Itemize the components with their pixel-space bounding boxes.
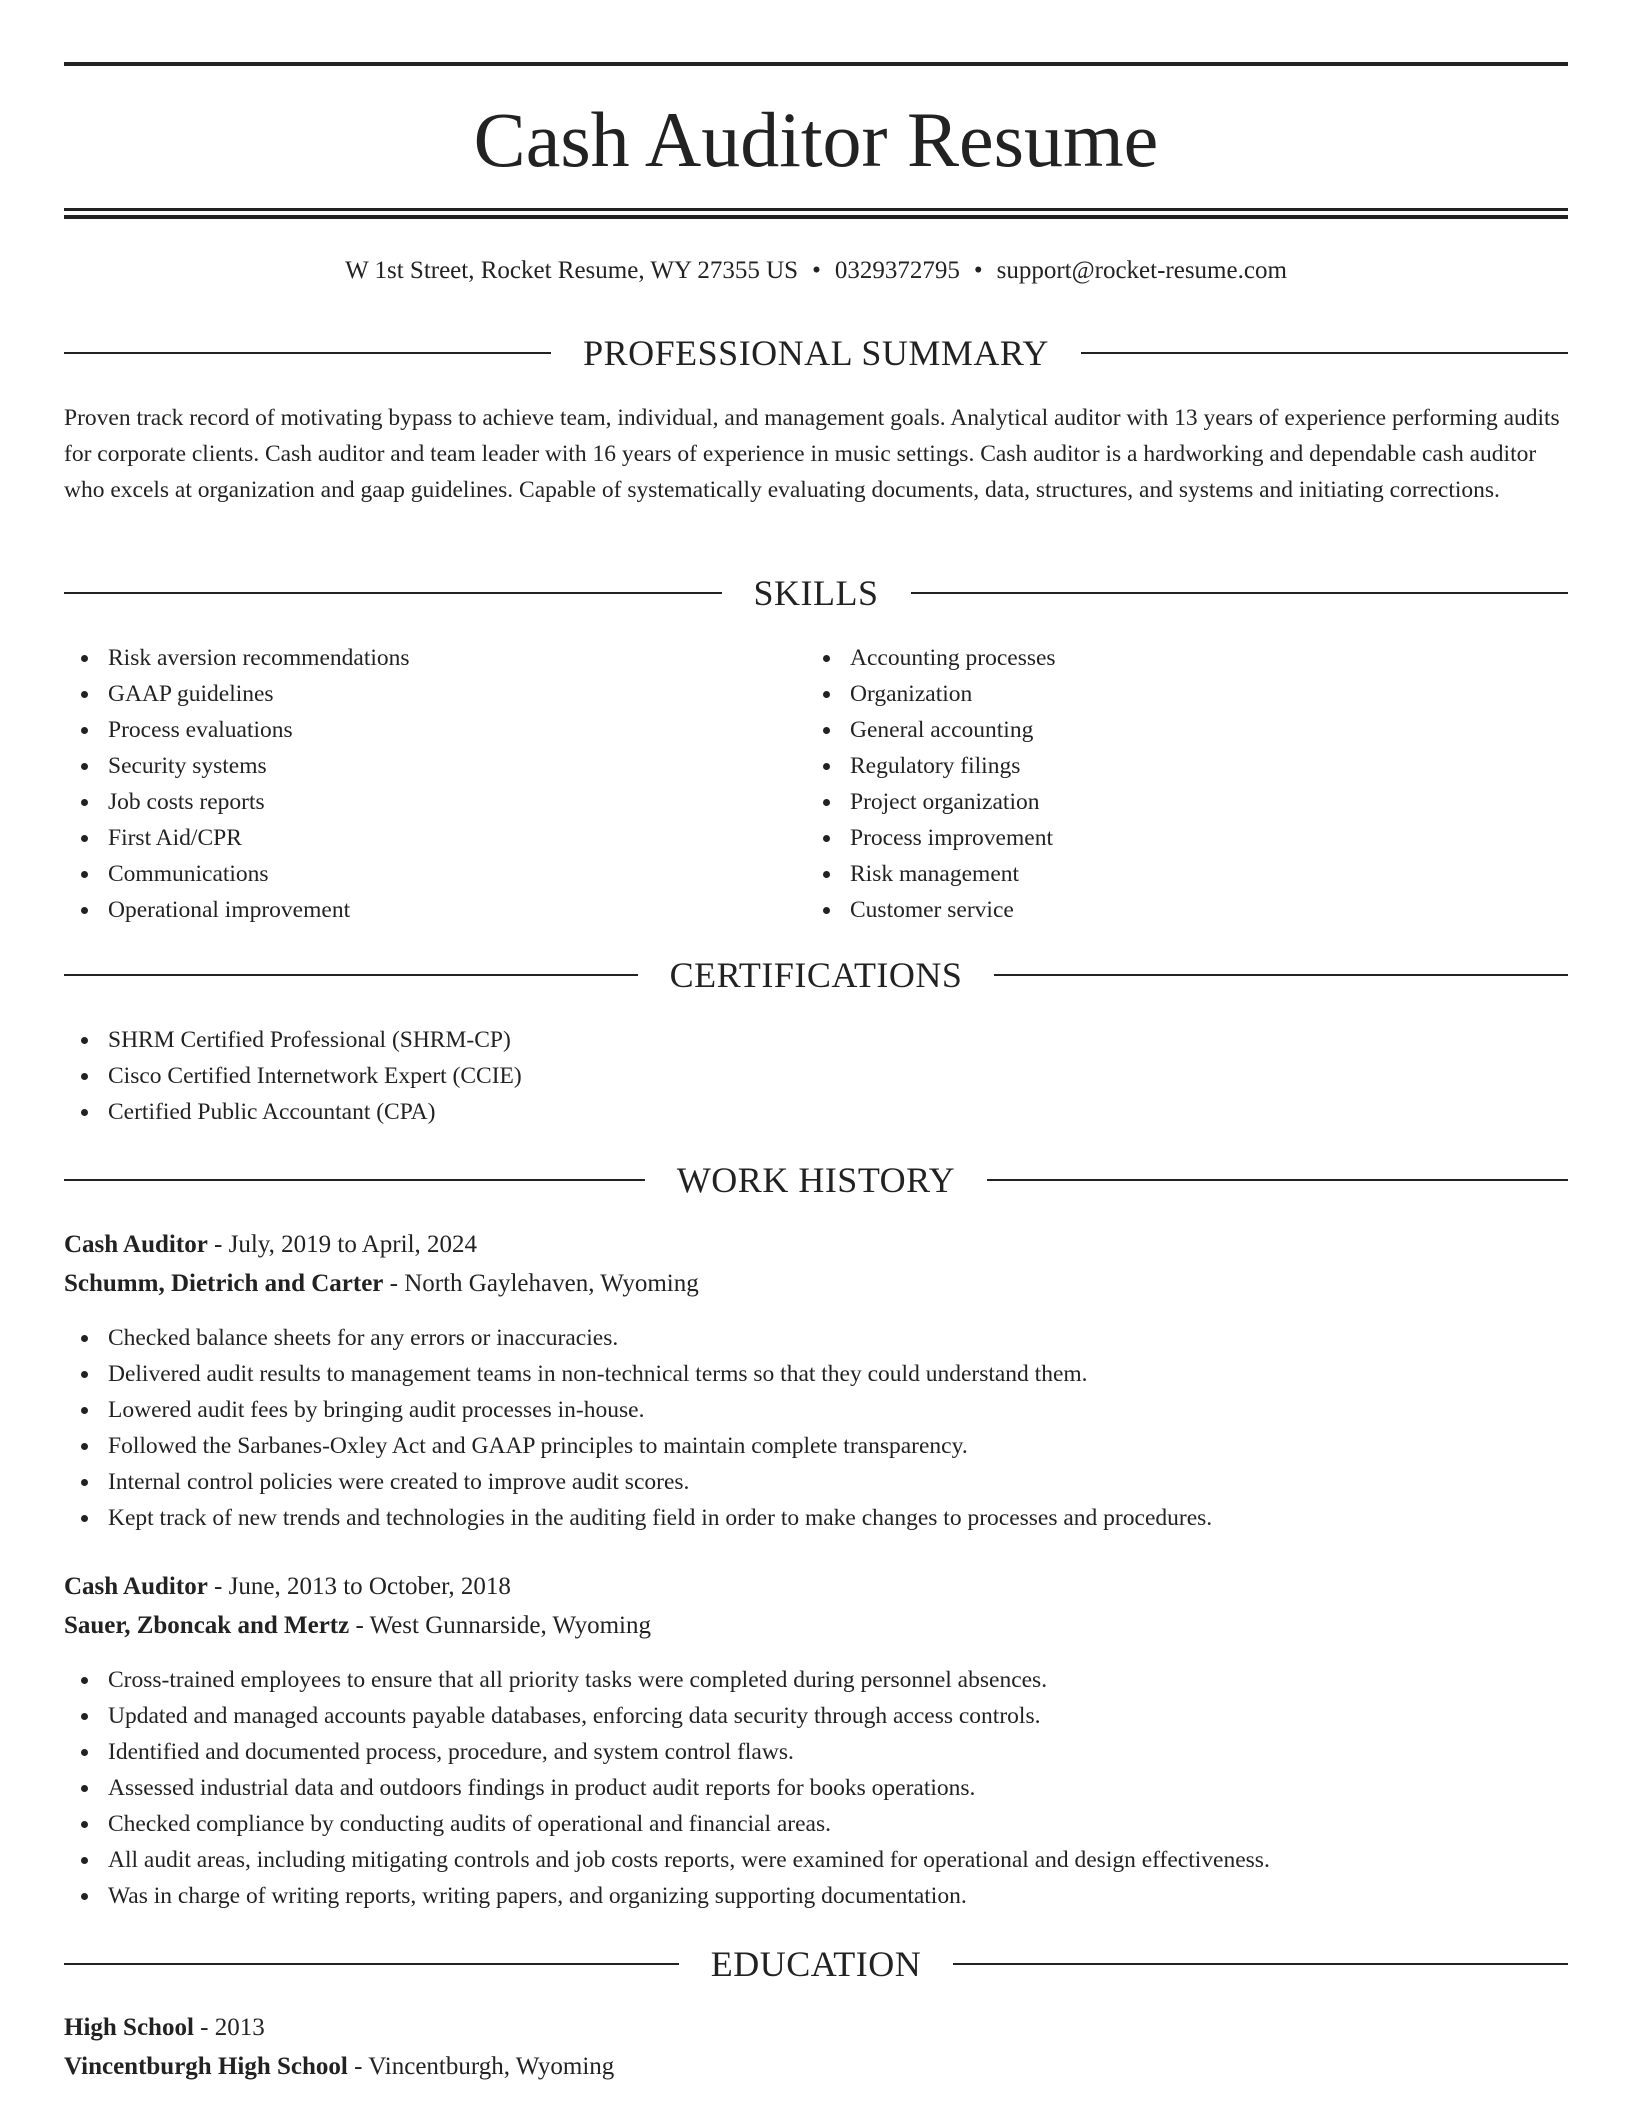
section-title: CERTIFICATIONS bbox=[669, 955, 963, 995]
skill-item: Process evaluations bbox=[64, 712, 806, 748]
job-title-line bbox=[64, 1569, 1568, 1605]
education-degree-line bbox=[64, 2010, 1568, 2046]
section-header-work-history bbox=[64, 1158, 1568, 1202]
skill-item: Security systems bbox=[64, 748, 806, 784]
education-degree: High School bbox=[64, 2014, 194, 2041]
skills-list-right bbox=[806, 640, 1548, 928]
certification-item: Cisco Certified Internetwork Expert (CCIE) bbox=[64, 1058, 1568, 1094]
education-location: - Vincentburgh, Wyoming bbox=[347, 2053, 615, 2080]
contact-line bbox=[64, 254, 1568, 288]
section-rule-left bbox=[64, 352, 551, 354]
job-company: Sauer, Zboncak and Mertz bbox=[64, 1612, 350, 1639]
section-header-skills bbox=[64, 571, 1568, 615]
skill-item: Organization bbox=[806, 676, 1548, 712]
section-header-education bbox=[64, 1942, 1568, 1986]
section-rule-left bbox=[64, 974, 638, 976]
job-bullet: Lowered audit fees by bringing audit processes in-house. bbox=[64, 1392, 1568, 1428]
section-rule-left bbox=[64, 1179, 645, 1181]
contact-separator: • bbox=[812, 257, 821, 284]
skill-item: Job costs reports bbox=[64, 784, 806, 820]
section-rule-left bbox=[64, 1963, 679, 1965]
certification-item: SHRM Certified Professional (SHRM-CP) bbox=[64, 1022, 1568, 1058]
job-bullet: Updated and managed accounts payable databases, enforcing data security through access controls. bbox=[64, 1698, 1568, 1734]
summary-text: Proven track record of motivating bypass to achieve team, individual, and management goals. Analytical auditor with 13 years of experience performing audits for corporate clients. Cash auditor and team leader with 16 years of experience in music settings. Cash auditor is a hardworking and dependable cash auditor who excels at organization and gaap guidelines. Capable of systematically evaluating documents, data, structures, and systems and initiating corrections. bbox=[64, 405, 1560, 503]
contact-email[interactable]: support@rocket-resume.com bbox=[996, 257, 1287, 284]
resume-title: Cash Auditor Resume bbox=[473, 96, 1159, 183]
education-year: - 2013 bbox=[193, 2014, 265, 2041]
section-title: WORK HISTORY bbox=[676, 1160, 956, 1200]
job-company-line bbox=[64, 1266, 1568, 1302]
section-title: SKILLS bbox=[753, 573, 879, 613]
section-rule-left bbox=[64, 592, 722, 594]
job-bullets bbox=[64, 1320, 1568, 1536]
contact-separator: • bbox=[973, 257, 983, 284]
section-header-certifications bbox=[64, 953, 1568, 997]
job-bullet: Kept track of new trends and technologies in the auditing field in order to make changes to processes and procedures. bbox=[64, 1500, 1568, 1536]
job-title: Cash Auditor bbox=[64, 1573, 208, 1600]
skill-item: Regulatory filings bbox=[806, 748, 1548, 784]
section-title: EDUCATION bbox=[710, 1944, 922, 1984]
skill-item: Project organization bbox=[806, 784, 1548, 820]
contact-address: W 1st Street, Rocket Resume, WY 27355 US bbox=[345, 257, 799, 284]
job-bullet: Checked balance sheets for any errors or inaccuracies. bbox=[64, 1320, 1568, 1356]
job-bullet: Delivered audit results to management teams in non-technical terms so that they could understand them. bbox=[64, 1356, 1568, 1392]
skill-item: General accounting bbox=[806, 712, 1548, 748]
title-rule-lower bbox=[64, 215, 1568, 219]
job-company-line bbox=[64, 1608, 1568, 1644]
job-bullet: All audit areas, including mitigating controls and job costs reports, were examined for operational and design effectiveness. bbox=[64, 1842, 1568, 1878]
contact-phone: 0329372795 bbox=[834, 257, 960, 284]
section-title: PROFESSIONAL SUMMARY bbox=[583, 333, 1049, 373]
skill-item: Operational improvement bbox=[64, 892, 806, 928]
title-rule-upper bbox=[64, 208, 1568, 211]
section-rule-right bbox=[953, 1963, 1568, 1965]
job-title-line bbox=[64, 1227, 1568, 1263]
section-rule-right bbox=[994, 974, 1568, 976]
job-dates: - June, 2013 to October, 2018 bbox=[207, 1573, 511, 1600]
skill-item: First Aid/CPR bbox=[64, 820, 806, 856]
job-bullet: Was in charge of writing reports, writing papers, and organizing supporting documentation. bbox=[64, 1878, 1568, 1914]
certifications-list bbox=[64, 1022, 1568, 1130]
job-bullet: Checked compliance by conducting audits of operational and financial areas. bbox=[64, 1806, 1568, 1842]
skill-item: Customer service bbox=[806, 892, 1548, 928]
skill-item: Risk aversion recommendations bbox=[64, 640, 806, 676]
section-header-summary bbox=[64, 331, 1568, 375]
skills-list-left bbox=[64, 640, 806, 928]
section-rule-right bbox=[911, 592, 1569, 594]
section-rule-right bbox=[1081, 352, 1568, 354]
skill-item: Risk management bbox=[806, 856, 1548, 892]
top-rule bbox=[64, 62, 1568, 66]
job-bullet: Followed the Sarbanes-Oxley Act and GAAP principles to maintain complete transparency. bbox=[64, 1428, 1568, 1464]
section-rule-right bbox=[987, 1179, 1568, 1181]
skill-item: Accounting processes bbox=[806, 640, 1548, 676]
skill-item: Communications bbox=[64, 856, 806, 892]
education-school: Vincentburgh High School bbox=[64, 2053, 348, 2080]
job-bullet: Internal control policies were created to improve audit scores. bbox=[64, 1464, 1568, 1500]
job-company: Schumm, Dietrich and Carter bbox=[64, 1270, 384, 1297]
job-title: Cash Auditor bbox=[64, 1231, 208, 1258]
job-dates: - July, 2019 to April, 2024 bbox=[207, 1231, 478, 1258]
job-bullet: Cross-trained employees to ensure that all priority tasks were completed during personnel absences. bbox=[64, 1662, 1568, 1698]
job-bullet: Identified and documented process, procedure, and system control flaws. bbox=[64, 1734, 1568, 1770]
job-location: - North Gaylehaven, Wyoming bbox=[383, 1270, 699, 1297]
job-location: - West Gunnarside, Wyoming bbox=[349, 1612, 651, 1639]
certification-item: Certified Public Accountant (CPA) bbox=[64, 1094, 1568, 1130]
skill-item: GAAP guidelines bbox=[64, 676, 806, 712]
education-school-line bbox=[64, 2049, 1568, 2085]
skill-item: Process improvement bbox=[806, 820, 1548, 856]
job-bullet: Assessed industrial data and outdoors findings in product audit reports for books operations. bbox=[64, 1770, 1568, 1806]
job-bullets bbox=[64, 1662, 1568, 1914]
